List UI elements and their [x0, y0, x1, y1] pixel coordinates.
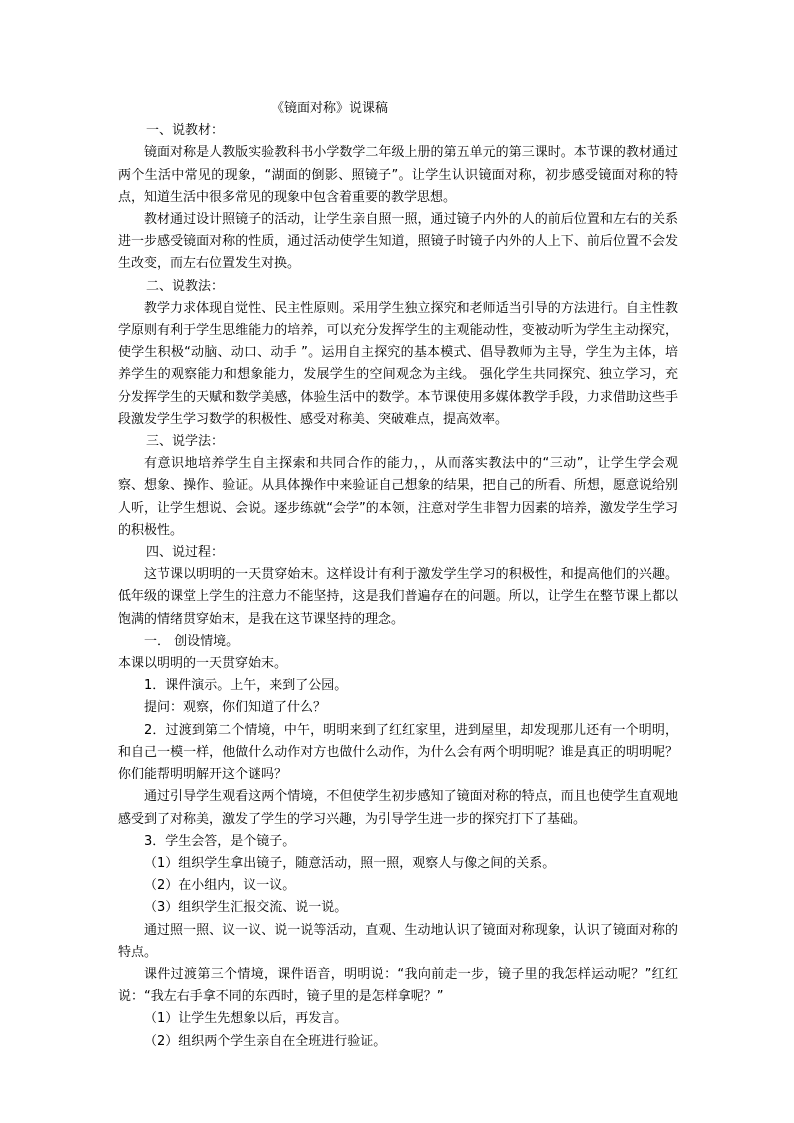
paragraph: （3）组织学生汇报交流、说一说。	[144, 900, 348, 916]
paragraph: 1．课件演示。上午，来到了公园。	[144, 678, 348, 694]
paragraph: 提问：观察，你们知道了什么？	[144, 700, 327, 716]
paragraph: 镜面对称是人教版实验教科书小学数学二年级上册的第五单元的第三课时。本节课的教材通过两个生活中常见的现象，“湖面的倒影、照镜子”。让学生认识镜面对称，初步感受镜面对称的特点，知道生活中很多常见的现象中包含着重要的教学思想。	[118, 145, 678, 205]
paragraph: 教材通过设计照镜子的活动，让学生亲自照一照，通过镜子内外的人的前后位置和左右的关系进一步感受镜面对称的性质，通过活动使学生知道，照镜子时镜子内外的人上下、前后位置不会发生改变，而左右位置发生对换。	[118, 212, 678, 272]
document-body	[118, 120, 678, 1053]
paragraph: 2．过渡到第二个情境，中午，明明来到了红红家里，进到屋里，却发现那儿还有一个明明，和自己一模一样，他做什么动作对方也做什么动作，为什么会有两个明明呢？谁是真正的明明呢？你们能帮明明解开这个谜吗？	[118, 722, 678, 783]
paragraph: （1）组织学生拿出镜子，随意活动，照一照，观察人与像之间的关系。	[144, 855, 556, 871]
paragraph: 3．学生会答，是个镜子。	[144, 833, 296, 849]
paragraph: （2）组织两个学生亲自在全班进行验证。	[144, 1033, 387, 1049]
paragraph: 通过引导学生观看这两个情境，不但使学生初步感知了镜面对称的特点，而且也使学生直观地感受到了对称美，激发了学生的学习兴趣，为引导学生进一步的探究打下了基础。	[118, 789, 678, 827]
section-heading: 三、说学法：	[146, 434, 225, 450]
paragraph: 一． 创设情境。	[144, 633, 240, 649]
document-page	[118, 98, 678, 1053]
section-heading: 二、说教法：	[146, 278, 225, 294]
paragraph: 教学力求体现自觉性、民主性原则。采用学生独立探究和老师适当引导的方法进行。自主性教学原则有利于学生思维能力的培养，可以充分发挥学生的主观能动性，变被动听为学生主动探究，使学生积极“动脑、动口、动手 ”。运用自主探究的基本模式、倡导教师为主导，学生为主体，培养学生的观察能力和想象能力，发展学生的空间观念为主线。 强化学生共同探究、独立学习，充分发挥学生的天赋和数学美感，体验生活中的数学。本节课使用多媒体教学手段，力求借助这些手段激发学生学习数学的积极性、感受对称美、突破难点，提高效率。	[118, 300, 678, 427]
paragraph: 有意识地培养学生自主探索和共同合作的能力，，从而落实教法中的“三动”，让学生学会观察、想象、操作、验证。从具体操作中来验证自己想象的结果，把自己的所看、所想，愿意说给别人听，让学生想说、会说。逐步练就“会学”的本领，注意对学生非智力因素的培养，激发学生学习的积极性。	[118, 456, 678, 538]
paragraph: （1）让学生先想象以后，再发言。	[144, 1011, 348, 1027]
paragraph: （2）在小组内，议一议。	[144, 878, 296, 894]
paragraph: 本课以明明的一天贯穿始末。	[118, 656, 288, 672]
paragraph: 通过照一照、议一议、说一说等活动，直观、生动地认识了镜面对称现象，认识了镜面对称的特点。	[118, 922, 678, 960]
document-title: 《镜面对称》说课稿	[271, 101, 389, 116]
section-heading: 四、说过程：	[146, 545, 225, 561]
section-heading: 一、说教材：	[146, 123, 225, 139]
paragraph: 这节课以明明的一天贯穿始末。这样设计有利于激发学生学习的积极性，和提高他们的兴趣。低年级的课堂上学生的注意力不能坚持，这是我们普遍存在的问题。所以，让学生在整节课上都以饱满的情绪贯穿始末，是我在这节课坚持的理念。	[118, 567, 678, 627]
paragraph: 课件过渡第三个情境，课件语音，明明说：“我向前走一步，镜子里的我怎样运动呢？”红红说：“我左右手拿不同的东西时，镜子里的是怎样拿呢？”	[118, 966, 678, 1005]
